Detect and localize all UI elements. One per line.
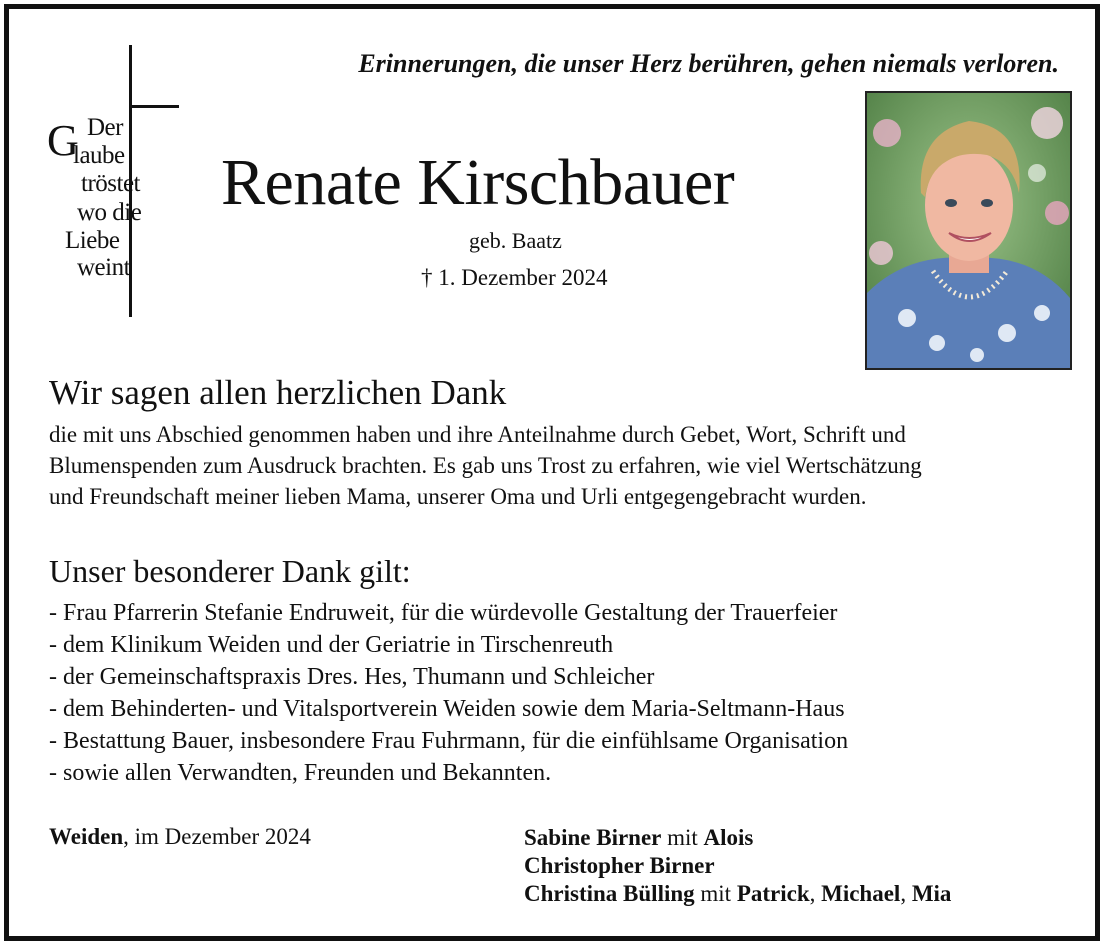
list-item: - der Gemeinschaftspraxis Dres. Hes, Thumann und Schleicher xyxy=(49,664,655,690)
quote-line: wo die xyxy=(77,199,142,226)
signer-name: Christopher Birner xyxy=(524,853,715,878)
quote-line: Liebe xyxy=(65,227,120,254)
list-item: - Frau Pfarrerin Stefanie Endruweit, für die würdevolle Gestaltung der Trauerfeier xyxy=(49,600,838,626)
list-item: - dem Klinikum Weiden und der Geriatrie in Tirschenreuth xyxy=(49,632,614,658)
signer-connector: mit xyxy=(661,825,704,850)
quote-line: Der xyxy=(87,114,123,141)
signer-name: Christina Bülling xyxy=(524,881,695,906)
portrait-photo xyxy=(865,91,1072,370)
paragraph-line: die mit uns Abschied genommen haben und ihre Anteilnahme durch Gebet, Wort, Schrift und xyxy=(49,422,906,447)
signer-connector: mit xyxy=(694,881,737,906)
list-item: - dem Behinderten- und Vitalsportverein Weiden sowie dem Maria-Seltmann-Haus xyxy=(49,696,845,722)
deceased-name: Renate Kirschbauer xyxy=(221,146,735,219)
faith-quote-block xyxy=(47,45,187,321)
birth-name: geb. Baatz xyxy=(469,228,562,253)
signer-name: Sabine Birner xyxy=(524,825,662,850)
special-thanks-list xyxy=(49,597,848,789)
list-item: - Bestattung Bauer, insbesondere Frau Fuhrmann, für die einfühlsame Organisation xyxy=(49,728,849,754)
signer-row xyxy=(524,880,951,908)
list-item: - sowie allen Verwandten, Freunden und Bekannten. xyxy=(49,760,552,786)
place: Weiden xyxy=(49,824,124,849)
signer-name: Michael xyxy=(821,881,901,906)
signer-row xyxy=(524,824,951,852)
signers xyxy=(524,824,951,908)
special-thanks-heading: Unser besonderer Dank gilt: xyxy=(49,553,411,589)
quote-line: weint xyxy=(77,254,131,281)
paragraph-line: und Freundschaft meiner lieben Mama, unserer Oma und Urli entgegengebracht wurden. xyxy=(49,484,867,509)
signer-name: Alois xyxy=(703,825,754,850)
thanks-heading: Wir sagen allen herzlichen Dank xyxy=(49,373,507,412)
quote-capital: G xyxy=(47,116,79,165)
quote-line: laube xyxy=(73,142,125,169)
quote-line: tröstet xyxy=(81,170,140,197)
thanks-paragraph xyxy=(49,419,1059,512)
paragraph-line: Blumenspenden zum Ausdruck brachten. Es gab uns Trost zu erfahren, wie viel Wertschätzung xyxy=(49,453,922,478)
signer-row xyxy=(524,852,951,880)
motto: Erinnerungen, die unser Herz berühren, gehen niemals verloren. xyxy=(358,49,1059,78)
death-date: † 1. Dezember 2024 xyxy=(421,265,608,290)
date: , im Dezember 2024 xyxy=(123,824,311,849)
signer-name: Mia xyxy=(911,881,952,906)
signer-name: Patrick xyxy=(736,881,810,906)
place-date xyxy=(49,824,311,850)
signer-separator: , xyxy=(809,881,822,906)
notice-frame xyxy=(4,4,1100,941)
signer-separator: , xyxy=(900,881,912,906)
